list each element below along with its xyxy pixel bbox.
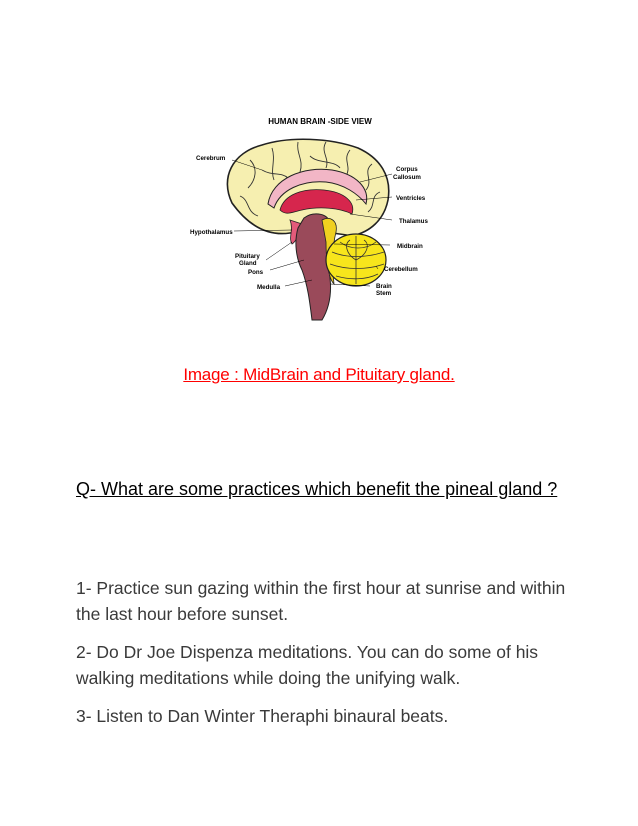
question-heading: Q- What are some practices which benefit the pineal gland ?	[76, 479, 558, 499]
figure-caption: Image : MidBrain and Pituitary gland.	[183, 365, 455, 384]
label-corpus-1: Corpus	[396, 166, 418, 173]
cerebellum-shape	[326, 234, 386, 286]
label-brainstem-2: Stem	[376, 290, 392, 297]
label-pituitary-1: Pituitary	[235, 253, 260, 260]
label-pituitary-2: Gland	[239, 260, 257, 267]
answer-item: 2- Do Dr Joe Dispenza meditations. You can do some of his walking meditations while doing the unifying walk.	[76, 642, 539, 688]
label-midbrain: Midbrain	[397, 243, 423, 250]
label-ventricles: Ventricles	[396, 195, 426, 202]
label-cerebrum: Cerebrum	[196, 155, 226, 162]
brain-diagram	[180, 108, 460, 324]
answer-item: 3- Listen to Dan Winter Theraphi binaural beats.	[76, 706, 449, 726]
brain-illustration	[180, 108, 460, 324]
label-corpus-2: Callosum	[393, 174, 421, 181]
answer-list	[76, 575, 576, 741]
label-brainstem-1: Brain	[376, 283, 392, 290]
figure-title: HUMAN BRAIN -SIDE VIEW	[268, 117, 372, 126]
label-thalamus: Thalamus	[399, 218, 428, 225]
label-pons: Pons	[248, 269, 264, 276]
label-cerebellum: Cerebellum	[384, 266, 418, 273]
answer-item: 1- Practice sun gazing within the first hour at sunrise and within the last hour before sunset.	[76, 578, 566, 624]
label-medulla: Medulla	[257, 284, 281, 291]
label-hypothalamus: Hypothalamus	[190, 229, 233, 236]
